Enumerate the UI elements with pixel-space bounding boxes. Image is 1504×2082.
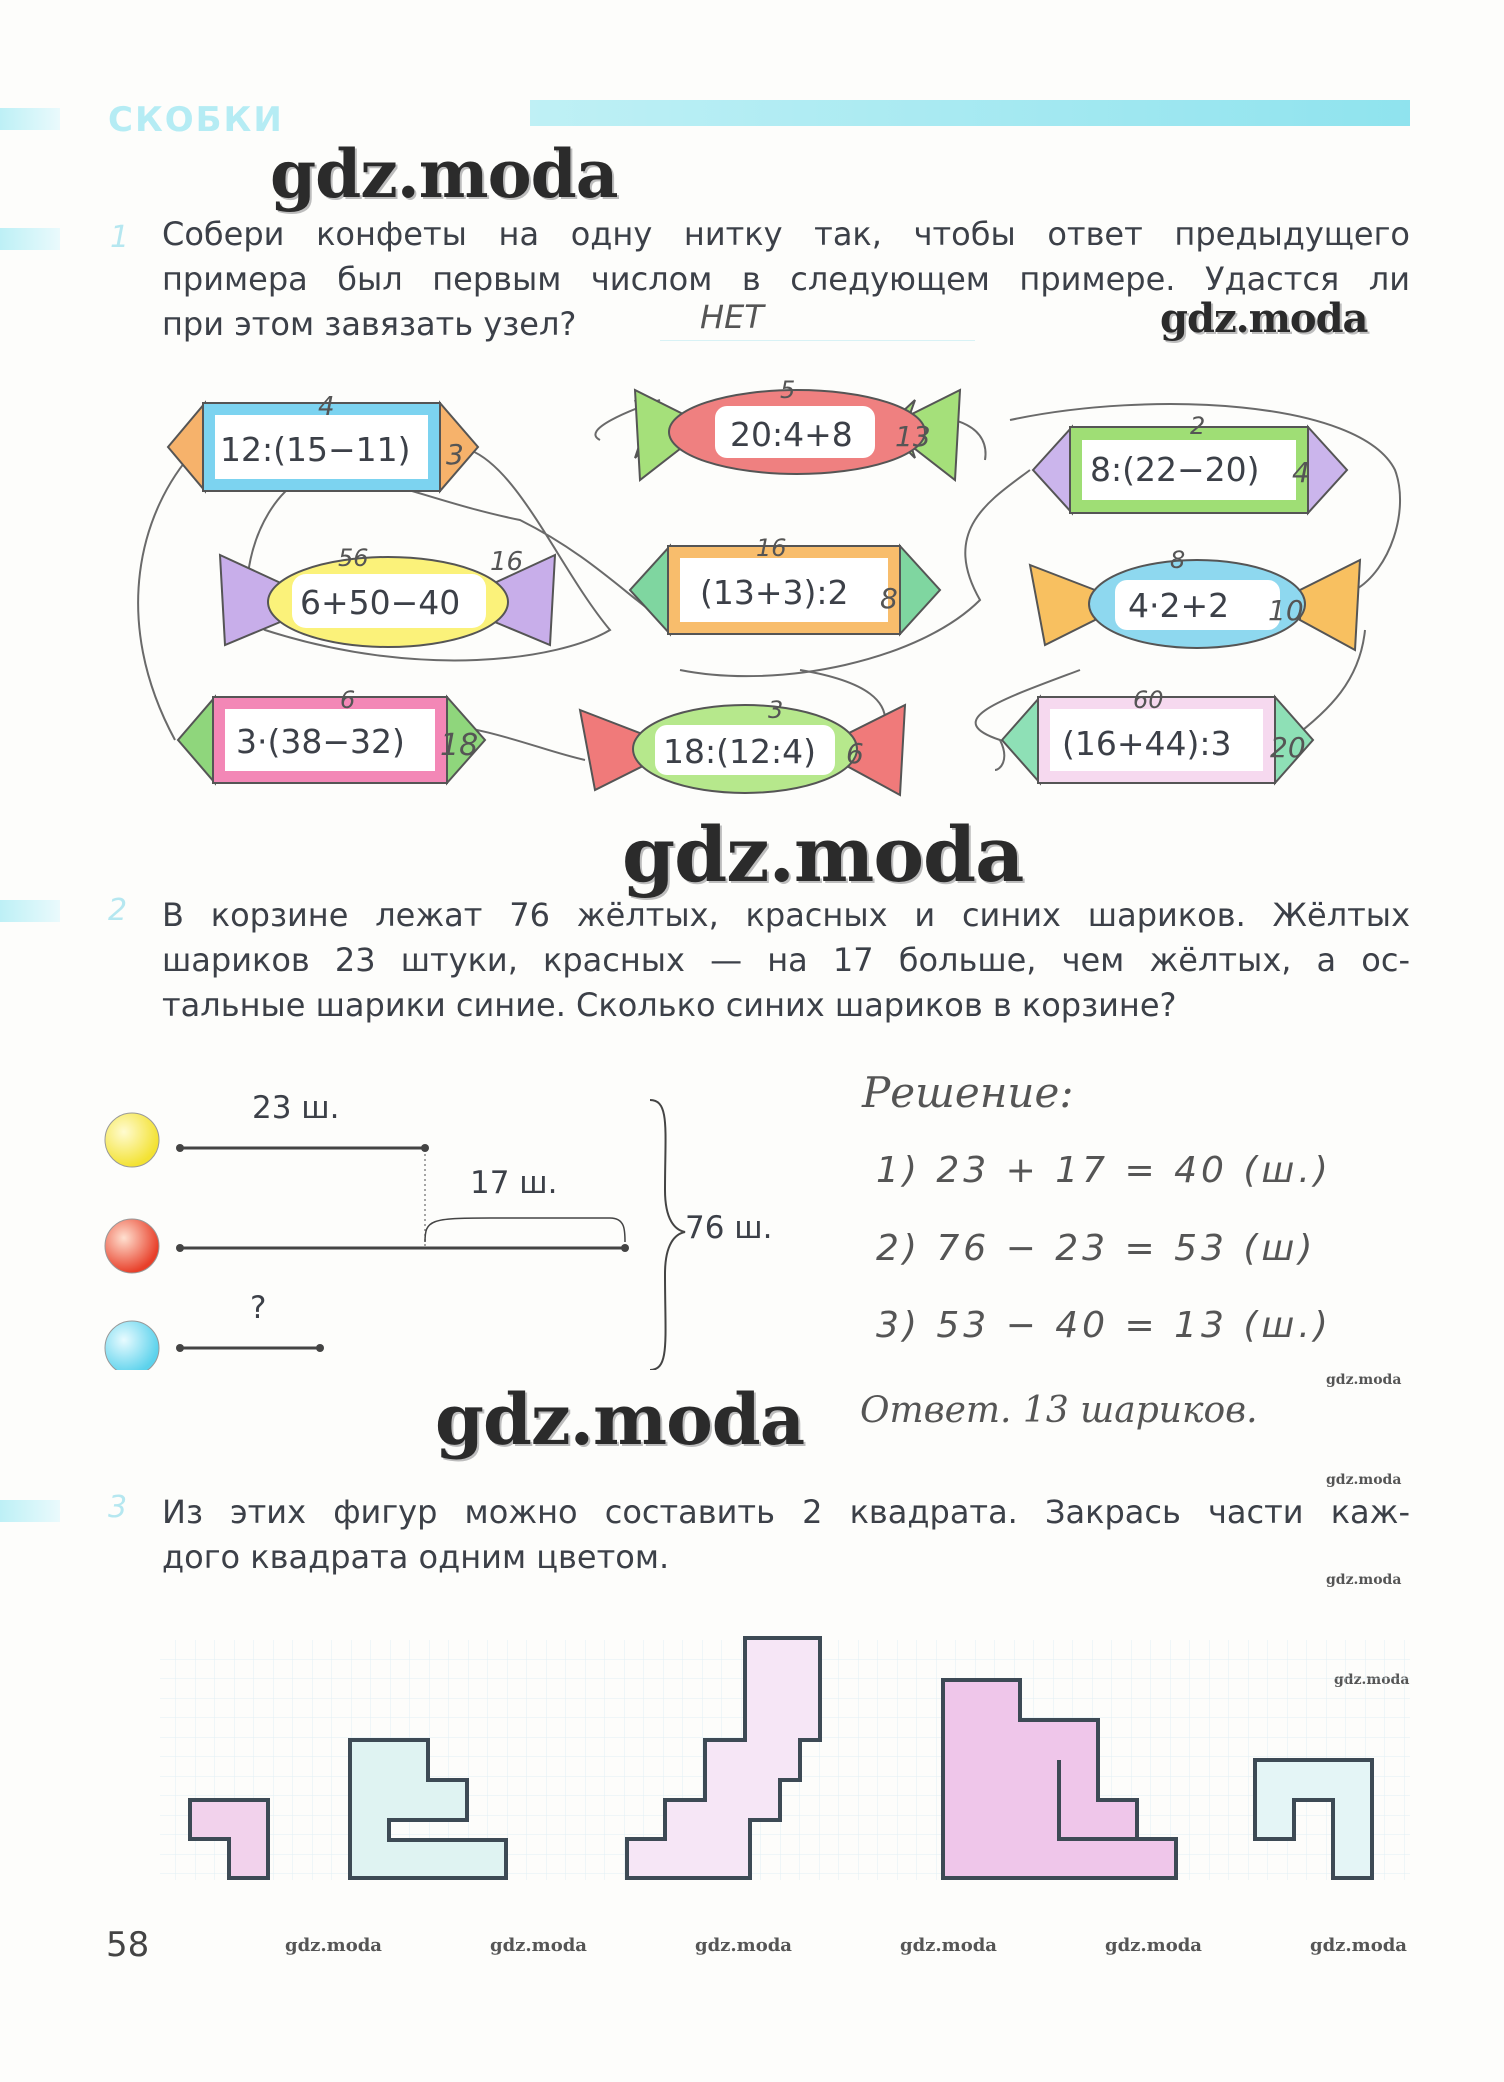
candy-expression: (16+44):3 xyxy=(1062,724,1232,763)
blue-unknown-label: ? xyxy=(250,1290,267,1326)
candy-expression: 3·(38−32) xyxy=(236,722,405,761)
watermark-small: gdz.moda xyxy=(490,1935,587,1956)
difference-brace xyxy=(425,1218,625,1242)
solution-step: 1) 23 + 17 = 40 (ш.) xyxy=(876,1150,1332,1191)
task1-answer: НЕТ xyxy=(700,298,764,336)
candy-expression: 12:(15−11) xyxy=(220,430,411,469)
candy-result: 8 xyxy=(880,582,898,615)
margin-marker xyxy=(0,228,60,250)
watermark-small: gdz.moda xyxy=(695,1935,792,1956)
total-brace xyxy=(650,1100,685,1370)
watermark: gdz.moda xyxy=(1160,295,1368,342)
red-extra-label: 17 ш. xyxy=(470,1165,558,1201)
yellow-count-label: 23 ш. xyxy=(252,1090,340,1126)
candy-result: 6 xyxy=(846,737,864,770)
task1-line: при этом завязать узел? xyxy=(162,305,577,343)
candies-illustration xyxy=(0,370,1504,800)
margin-marker xyxy=(0,900,60,922)
candy-expression: 8:(22−20) xyxy=(1090,450,1260,489)
candy-annotation: 4 xyxy=(318,392,335,422)
task1-line: Собери конфеты на одну нитку так, чтобы ответ предыдущего xyxy=(162,215,1410,253)
candy-result: 18 xyxy=(440,728,479,763)
figures-grid xyxy=(0,1620,1504,1890)
watermark: gdz.moda xyxy=(435,1378,805,1461)
candy-annotation: 2 xyxy=(1190,412,1206,440)
total-label: 76 ш. xyxy=(685,1210,773,1246)
blue-ball xyxy=(105,1321,159,1370)
candy-expression: 4·2+2 xyxy=(1128,586,1230,625)
solution-title: Решение: xyxy=(862,1068,1074,1117)
candy-annotation: 5 xyxy=(780,376,796,404)
candy-expression: (13+3):2 xyxy=(700,573,849,612)
task3-line: дого квадрата одним цветом. xyxy=(162,1538,670,1576)
task-number: 2 xyxy=(108,893,128,928)
candy-result: 4 xyxy=(1292,456,1310,489)
answer-line xyxy=(660,340,975,341)
watermark-small: gdz.moda xyxy=(1310,1935,1407,1956)
candy-result: 13 xyxy=(895,420,931,453)
task2-line: шариков 23 штуки, красных — на 17 больше, чем жёлтых, а ос- xyxy=(162,941,1410,979)
candy-annotation: 6 xyxy=(340,686,356,714)
watermark-small: gdz.moda xyxy=(285,1935,382,1956)
candy-annotation: 16 xyxy=(756,534,787,562)
candy-annotation: 3 xyxy=(768,696,784,724)
page-number: 58 xyxy=(106,1925,150,1965)
task-number: 1 xyxy=(110,220,130,255)
header-bar xyxy=(530,100,1410,126)
red-ball xyxy=(105,1219,159,1273)
candy-annotation: 60 xyxy=(1133,686,1164,714)
candy-result: 16 xyxy=(490,547,524,577)
task1-line: примера был первым числом в следующем примере. Удастся ли xyxy=(162,260,1410,298)
margin-marker xyxy=(0,108,60,130)
solution-step: 3) 53 − 40 = 13 (ш.) xyxy=(876,1305,1332,1346)
yellow-ball xyxy=(105,1113,159,1167)
task3-line: Из этих фигур можно составить 2 квадрата. Закрась части каж- xyxy=(162,1493,1410,1531)
solution-answer: Ответ. 13 шариков. xyxy=(860,1390,1258,1431)
watermark-small: gdz.moda xyxy=(1105,1935,1202,1956)
watermark-small: gdz.moda xyxy=(1326,1572,1402,1588)
task2-line: тальные шарики синие. Сколько синих шариков в корзине? xyxy=(162,986,1177,1024)
candy-expression: 20:4+8 xyxy=(730,415,853,454)
candy-result: 3 xyxy=(446,438,464,471)
candy-expression: 6+50−40 xyxy=(300,583,461,622)
watermark-small: gdz.moda xyxy=(1326,1472,1402,1488)
candy-annotation: 8 xyxy=(1170,546,1186,574)
task2-line: В корзине лежат 76 жёлтых, красных и синих шариков. Жёлтых xyxy=(162,896,1410,934)
watermark: gdz.moda xyxy=(622,810,1024,899)
candy-result: 20 xyxy=(1270,731,1306,764)
section-title: СКОБКИ xyxy=(108,100,284,140)
watermark-small: gdz.moda xyxy=(1326,1372,1402,1388)
candy-result: 10 xyxy=(1268,594,1304,627)
candy-expression: 18:(12:4) xyxy=(663,732,816,771)
watermark-small: gdz.moda xyxy=(900,1935,997,1956)
segments xyxy=(180,1148,625,1348)
solution-step: 2) 76 − 23 = 53 (ш) xyxy=(876,1228,1317,1269)
task-number: 3 xyxy=(108,1490,128,1525)
watermark: gdz.moda xyxy=(270,135,618,213)
margin-marker xyxy=(0,1500,60,1522)
candy-annotation: 56 xyxy=(338,544,369,572)
